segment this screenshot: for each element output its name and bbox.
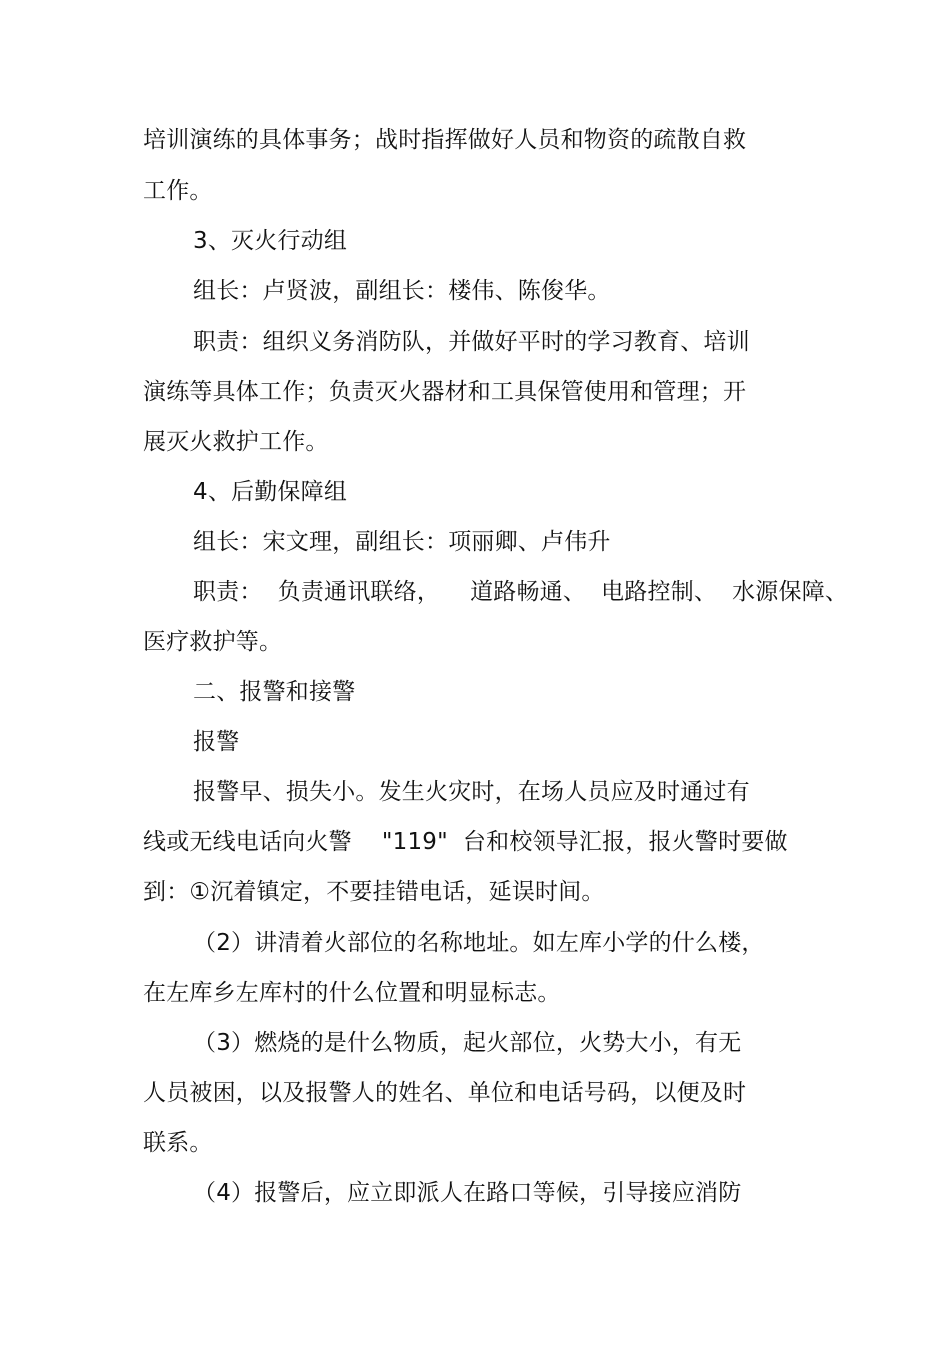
paragraph-line: 工作。 (143, 178, 213, 204)
paragraph-line: 联系。 (143, 1130, 213, 1156)
paragraph-line: 人员被困，以及报警人的姓名、单位和电话号码，以便及时 (143, 1080, 747, 1106)
paragraph-line: 演练等具体工作；负责灭火器材和工具保管使用和管理；开 (143, 379, 747, 405)
paragraph-line: 到：①沉着镇定，不要挂错电话，延误时间。 (143, 879, 605, 905)
paragraph-line: 组长：卢贤波，副组长：楼伟、陈俊华。 (193, 278, 611, 304)
paragraph-line: 报警早、损失小。发生火灾时，在场人员应及时通过有 (193, 779, 750, 805)
section-heading: 3、灭火行动组 (193, 228, 348, 254)
paragraph-line: （4）报警后，应立即派人在路口等候，引导接应消防 (193, 1180, 742, 1206)
paragraph-line: 职责： 负责通讯联络， 道路畅通、 电路控制、 水源保障、 (193, 579, 849, 605)
paragraph-line: （2）讲清着火部位的名称地址。如左库小学的什么楼， (193, 930, 765, 956)
paragraph-line: 培训演练的具体事务；战时指挥做好人员和物资的疏散自救 (143, 127, 747, 153)
paragraph-line: 职责：组织义务消防队，并做好平时的学习教育、培训 (193, 329, 750, 355)
subsection-heading: 报警 (193, 729, 240, 755)
paragraph-line: 医疗救护等。 (143, 629, 283, 655)
section-heading: 二、报警和接警 (193, 679, 356, 705)
section-heading: 4、后勤保障组 (193, 479, 348, 505)
paragraph-line: 组长：宋文理，副组长：项丽卿、卢伟升 (193, 529, 611, 555)
paragraph-line: 展灭火救护工作。 (143, 429, 329, 455)
paragraph-line: （3）燃烧的是什么物质，起火部位，火势大小，有无 (193, 1030, 742, 1056)
paragraph-line: 在左库乡左库村的什么位置和明显标志。 (143, 980, 561, 1006)
paragraph-line: 线或无线电话向火警 "119" 台和校领导汇报，报火警时要做 (143, 829, 788, 855)
